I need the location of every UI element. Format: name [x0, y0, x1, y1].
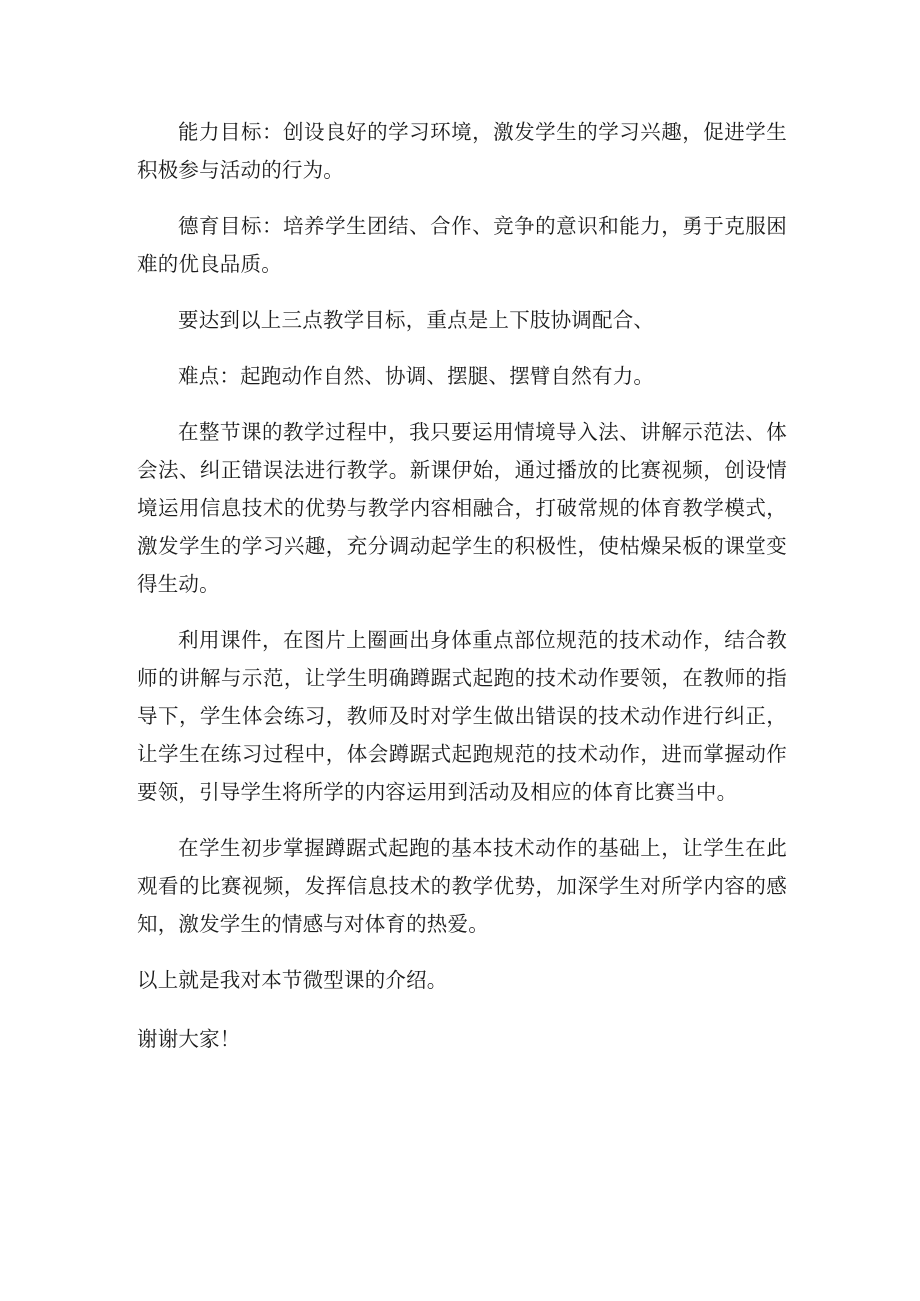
- paragraph-key-point: 要达到以上三点教学目标，重点是上下肢协调配合、: [178, 308, 655, 332]
- paragraph-video-review: 在学生初步掌握蹲踞式起跑的基本技术动作的基础上，让学生在此观看的比赛视频，发挥信息技术的教学优势，加深学生对所学内容的感知，激发学生的情感与对体育的热爱。: [137, 836, 787, 936]
- closing-thanks: 谢谢大家！: [137, 1027, 241, 1051]
- paragraph-ability-goal: 能力目标：创设良好的学习环境，激发学生的学习兴趣，促进学生积极参与活动的行为。: [137, 120, 787, 182]
- paragraph-difficulty: 难点：起跑动作自然、协调、摆腿、摆臂自然有力。: [178, 364, 655, 388]
- paragraph-moral-goal: 德育目标：培养学生团结、合作、竞争的意识和能力，勇于克服困难的优良品质。: [137, 214, 787, 276]
- paragraph-courseware: 利用课件，在图片上圈画出身体重点部位规范的技术动作，结合教师的讲解与示范，让学生明确蹲踞式起跑的技术动作要领，在教师的指导下，学生体会练习，教师及时对学生做出错误的技术动作进行纠正，让学生在练习过程中，体会蹲踞式起跑规范的技术动作，进而掌握动作要领，引导学生将所学的内容运用到活动及相应的体育比赛当中。: [137, 628, 787, 804]
- paragraph-teaching-methods: 在整节课的教学过程中，我只要运用情境导入法、讲解示范法、体会法、纠正错误法进行教学。新课伊始，通过播放的比赛视频，创设情境运用信息技术的优势与教学内容相融合，打破常规的体育教学模式，激发学生的学习兴趣，充分调动起学生的积极性，使枯燥呆板的课堂变得生动。: [137, 420, 787, 596]
- closing-introduction: 以上就是我对本节微型课的介绍。: [137, 968, 448, 992]
- document-body: [137, 113, 787, 1079]
